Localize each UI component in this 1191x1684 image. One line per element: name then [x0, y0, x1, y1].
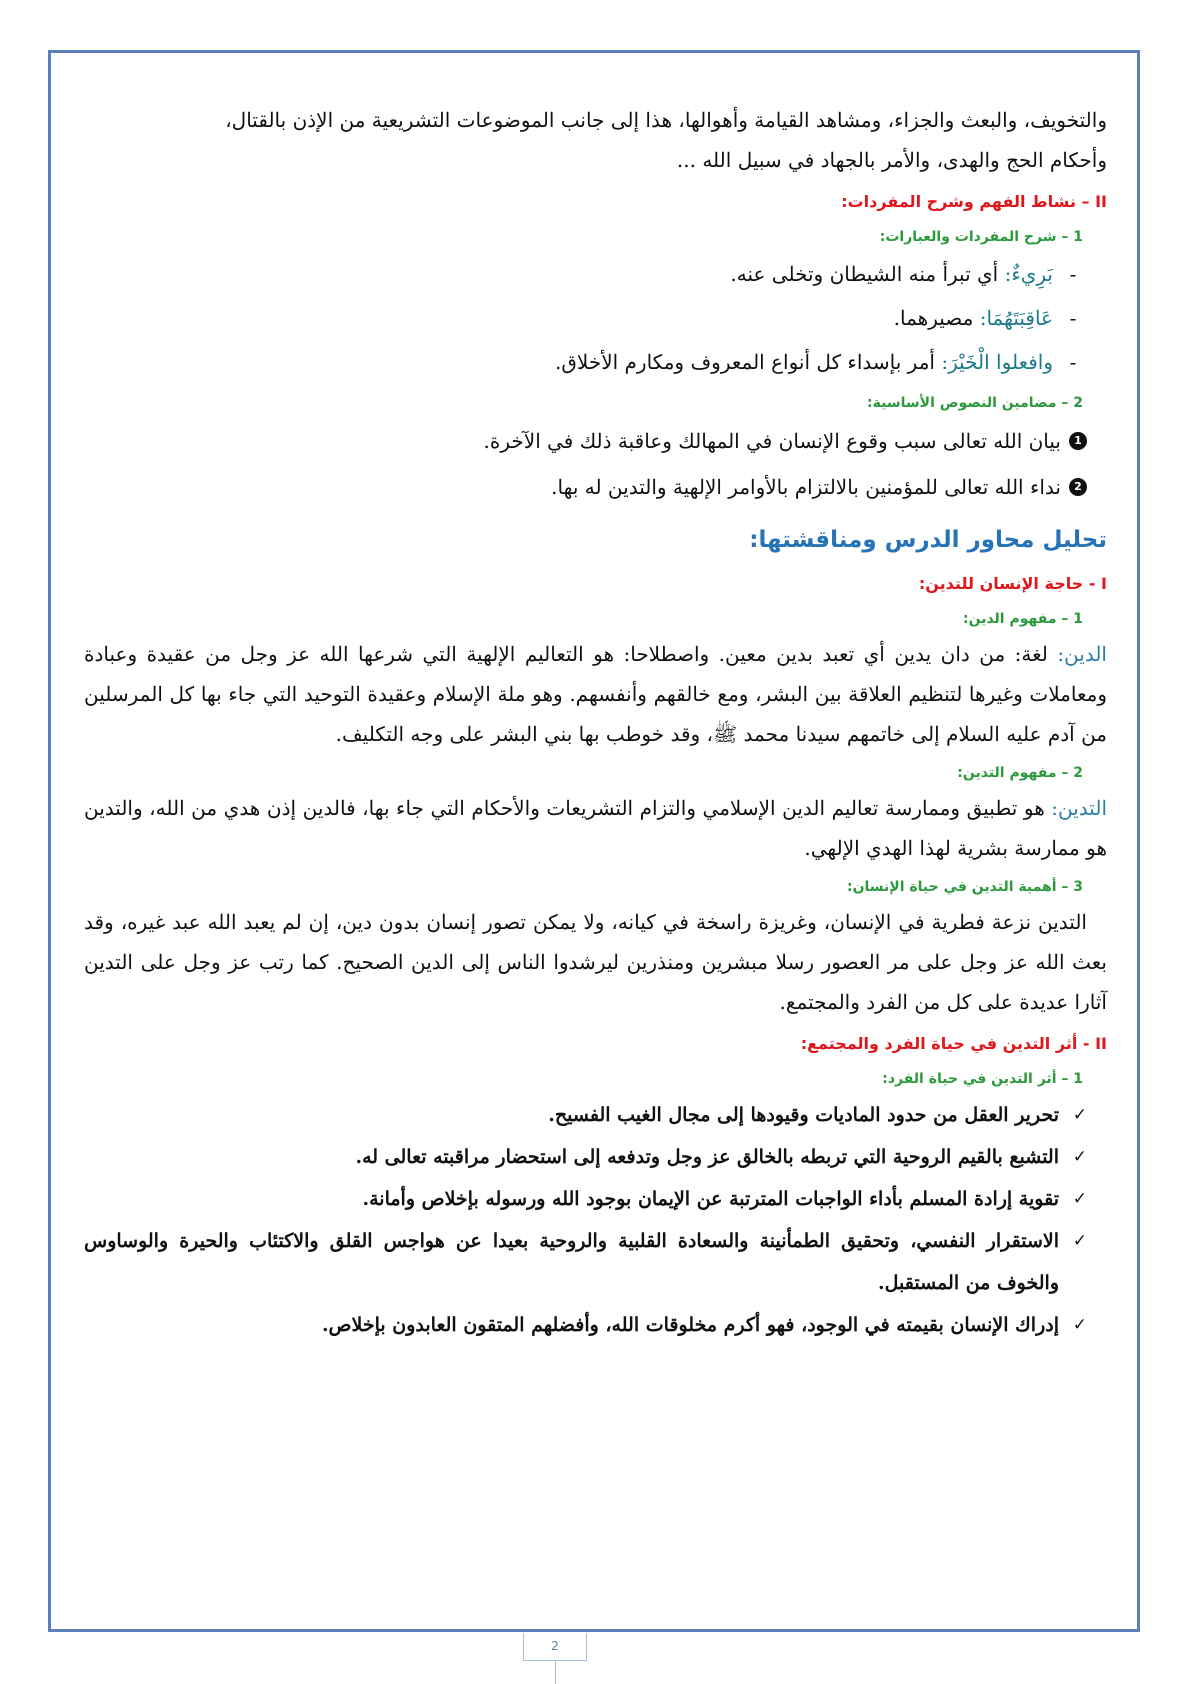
- definition-label: التدين:: [1051, 796, 1107, 820]
- theme-text: بيان الله تعالى سبب وقوع الإنسان في المهالك وعاقبة ذلك في الآخرة.: [483, 429, 1061, 453]
- checkmark-icon: ✓: [1072, 1105, 1087, 1125]
- number-badge-icon: 2: [1069, 478, 1087, 496]
- individual-impact-heading: 1 – أثر التدين في حياة الفرد:: [882, 1071, 1083, 1087]
- religion-concept-heading: 1 – مفهوم الدين:: [963, 611, 1083, 627]
- dash-bullet: -: [1069, 350, 1077, 374]
- checklist-text: تقوية إرادة المسلم بأداء الواجبات المترتبة عن الإيمان بوجود الله ورسوله بإخلاص وأمانة.: [362, 1188, 1059, 1210]
- vocab-item: [84, 296, 1083, 340]
- checklist-text: إدراك الإنسان بقيمته في الوجود، فهو أكرم مخلوقات الله، وأفضلهم المتقون العابدون بإخلاص.: [321, 1314, 1059, 1336]
- vocab-heading: 1 – شرح المفردات والعبارات:: [879, 229, 1083, 245]
- checklist-item: [84, 1220, 1087, 1304]
- part1-title: I - حاجة الإنسان للتدين:: [918, 574, 1107, 593]
- religiosity-concept-heading: 2 – مفهوم التدين:: [957, 765, 1083, 781]
- theme-item: [84, 464, 1087, 510]
- checklist-item: [84, 1178, 1087, 1220]
- section-comprehension-title: II – نشاط الفهم وشرح المفردات:: [841, 192, 1107, 211]
- vocab-term: وافعلوا الْخَيْرَ:: [941, 350, 1053, 374]
- definition-label: الدين:: [1057, 642, 1107, 666]
- checklist-text: تحرير العقل من حدود الماديات وقيودها إلى مجال الغيب الفسيح.: [548, 1104, 1059, 1126]
- part2-title: II - أثر التدين في حياة الفرد والمجتمع:: [800, 1034, 1107, 1053]
- vocab-meaning: أي تبرأ منه الشيطان وتخلى عنه.: [730, 262, 999, 286]
- definition-text: هو تطبيق وممارسة تعاليم الدين الإسلامي والتزام التشريعات والأحكام التي جاء بها، فالدين إذن هدي من الله، والتدين هو ممارسة بشرية لهذا الهدي الإلهي.: [84, 796, 1107, 860]
- theme-text: نداء الله تعالى للمؤمنين بالالتزام بالأوامر الإلهية والتدين له بها.: [551, 475, 1061, 499]
- checkmark-icon: ✓: [1072, 1231, 1087, 1251]
- vocab-item: [84, 340, 1083, 384]
- vocab-term: عَاقِبَتَهُمَا:: [979, 306, 1053, 330]
- religiosity-importance-heading: 3 – أهمية التدين في حياة الإنسان:: [847, 879, 1083, 895]
- religiosity-importance-text: التدين نزعة فطرية في الإنسان، وغريزة راسخة في كيانه، ولا يمكن تصور إنسان بدون دين، إن لم يعبد الله عبد غيره، وقد بعث الله عز وجل على مر العصور رسلا مبشرين ومنذرين ليرشدوا الناس إلى الدين الصحيح. كما رتب عز وجل على التدين آثارا عديدة على كل من الفرد والمجتمع.: [84, 910, 1107, 1014]
- definition-text: لغة: من دان يدين أي تعبد بدين معين. واصطلاحا: هو التعاليم الإلهية التي شرعها الله عز وجل من عقيدة وعبادة ومعاملات وغيرها لتنظيم العلاقة بين البشر، ومع خالقهم وأنفسهم. وهو ملة الإسلام وعقيدة التوحيد التي جاء بها كل المرسلين من آدم عليه السلام إلى خاتمهم سيدنا محمد ﷺ، وقد خوطب بها بني البشر على وجه التكليف.: [84, 642, 1107, 746]
- page-content: [84, 100, 1107, 1346]
- checkmark-icon: ✓: [1072, 1315, 1087, 1335]
- vocab-item: [84, 252, 1083, 296]
- dash-bullet: -: [1069, 306, 1077, 330]
- analysis-title: تحليل محاور الدرس ومناقشتها:: [749, 527, 1107, 553]
- religiosity-definition: [84, 788, 1107, 868]
- intro-line-1: والتخويف، والبعث والجزاء، ومشاهد القيامة وأهوالها، هذا إلى جانب الموضوعات التشريعية من الإذن بالقتال،: [225, 108, 1107, 132]
- intro-line-2: وأحكام الحج والهدى، والأمر بالجهاد في سبيل الله ...: [676, 148, 1107, 172]
- religion-definition: [84, 634, 1107, 754]
- checklist-text: الاستقرار النفسي، وتحقيق الطمأنينة والسعادة القلبية والروحية بعيدا عن هواجس القلق والاكتئاب والحيرة والوساوس والخوف من المستقبل.: [84, 1230, 1059, 1294]
- checkmark-icon: ✓: [1072, 1147, 1087, 1167]
- number-badge-icon: 1: [1069, 432, 1087, 450]
- vocab-term: بَرِيءٌ:: [1004, 262, 1053, 286]
- page-number-connector: [555, 1661, 556, 1684]
- checklist-item: [84, 1304, 1087, 1346]
- checklist-item: [84, 1136, 1087, 1178]
- vocab-meaning: مصيرهما.: [893, 306, 974, 330]
- checkmark-icon: ✓: [1072, 1189, 1087, 1209]
- dash-bullet: -: [1069, 262, 1077, 286]
- page-number: 2: [523, 1633, 587, 1661]
- checklist-item: [84, 1094, 1087, 1136]
- theme-item: [84, 418, 1087, 464]
- themes-heading: 2 – مضامين النصوص الأساسية:: [867, 395, 1083, 411]
- checklist-text: التشبع بالقيم الروحية التي تربطه بالخالق عز وجل وتدفعه إلى استحضار مراقبته تعالى له.: [355, 1146, 1059, 1168]
- vocab-meaning: أمر بإسداء كل أنواع المعروف ومكارم الأخلاق.: [555, 350, 935, 374]
